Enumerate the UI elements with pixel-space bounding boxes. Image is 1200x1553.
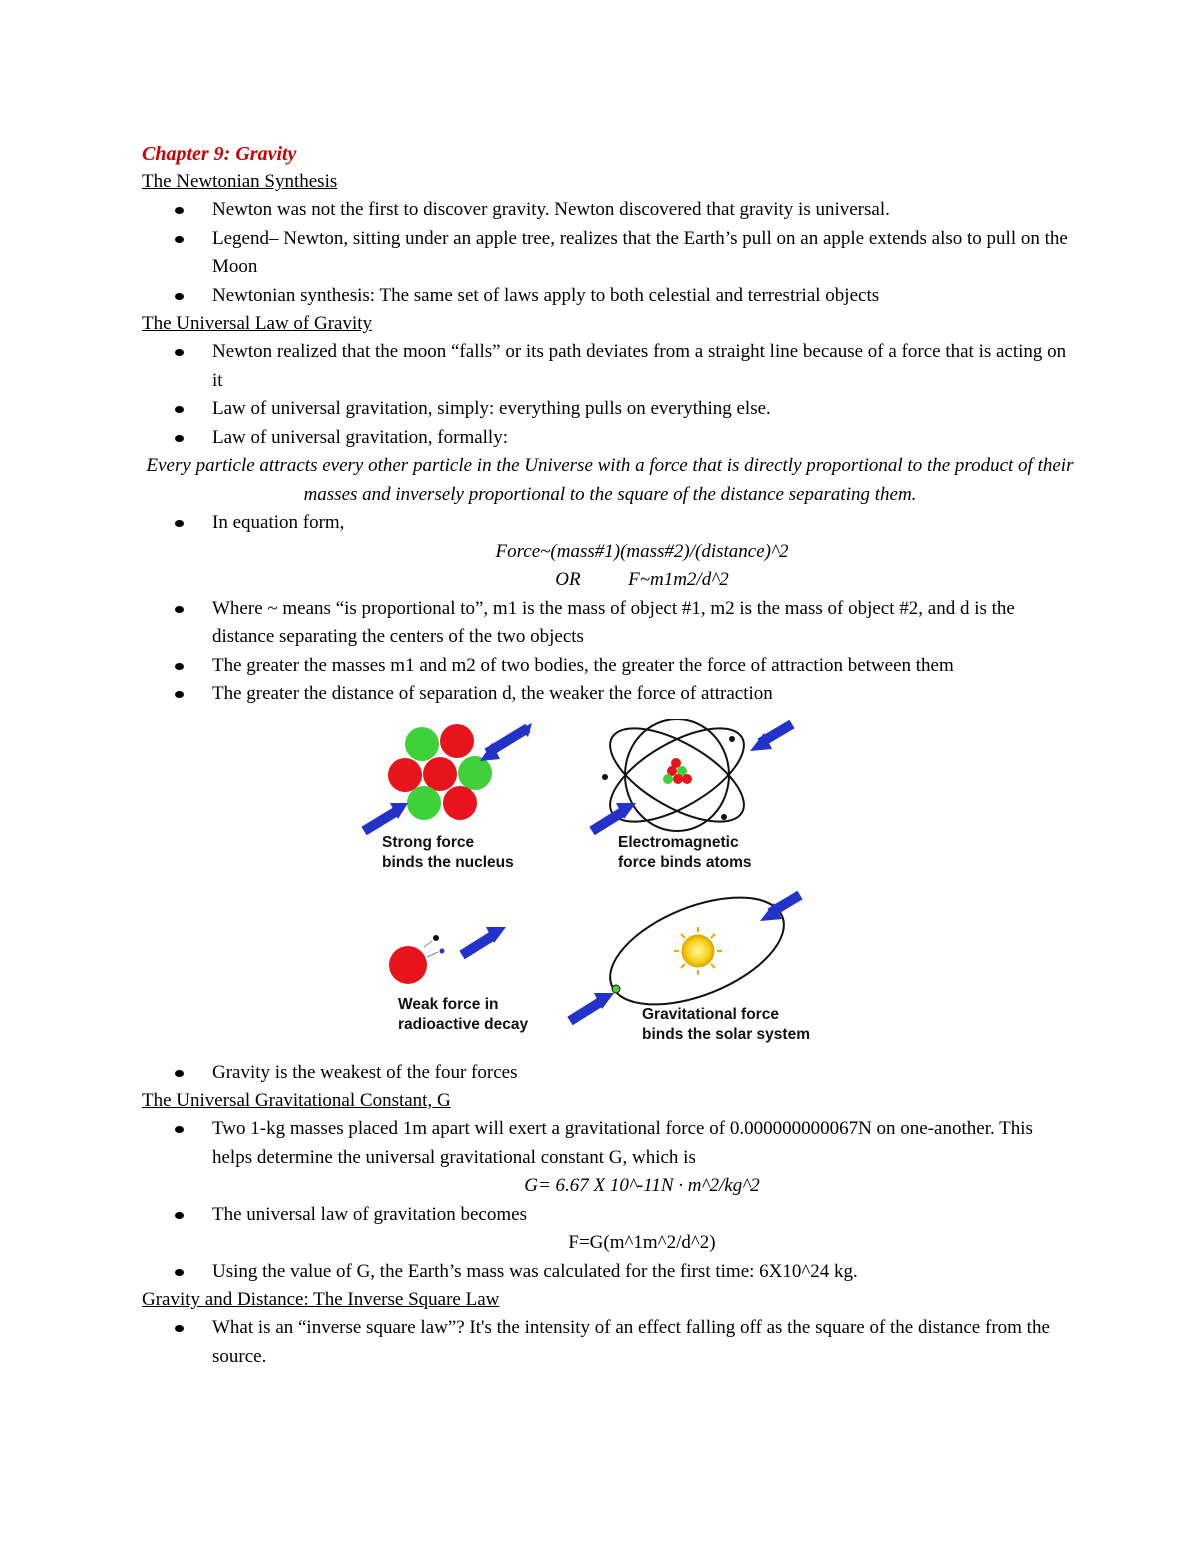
bullet-list bbox=[142, 1201, 1072, 1230]
bullet-icon bbox=[175, 236, 184, 243]
equation-alt: OR F~m1m2/d^2 bbox=[555, 569, 729, 590]
em-force-label-2: force binds atoms bbox=[618, 853, 752, 871]
planet-icon bbox=[612, 985, 620, 993]
section-heading-newtonian-synthesis: The Newtonian Synthesis bbox=[142, 171, 338, 192]
particle-icon bbox=[440, 948, 445, 953]
atom-nucleus-icon bbox=[663, 758, 692, 784]
grav-force-label-2: binds the solar system bbox=[642, 1025, 810, 1043]
equation-F: F=G(m^1m^2/d^2) bbox=[568, 1232, 716, 1253]
bullet-icon bbox=[175, 349, 184, 356]
list-item: Two 1-kg masses placed 1m apart will exert a gravitational force of 0.000000000067N on one-another. This helps determine the universal gravitational constant G, which is bbox=[142, 1115, 1072, 1172]
four-forces-figure bbox=[142, 709, 1072, 1059]
bullet-list bbox=[142, 1059, 1072, 1088]
arrow-icon bbox=[760, 895, 800, 921]
weak-force-label-1: Weak force in bbox=[398, 995, 499, 1013]
bullet-icon bbox=[175, 1325, 184, 1332]
decay-trail bbox=[424, 941, 432, 947]
bullet-icon bbox=[175, 691, 184, 698]
arrow-icon bbox=[364, 803, 408, 831]
list-item: In equation form, bbox=[142, 509, 1072, 538]
strong-force-label-1: Strong force bbox=[382, 833, 475, 851]
section-heading-gravitational-constant: The Universal Gravitational Constant, G bbox=[142, 1090, 451, 1111]
chapter-title: Chapter 9: Gravity bbox=[142, 143, 297, 165]
list-item: Gravity is the weakest of the four forces bbox=[142, 1059, 1072, 1088]
equation-force: Force~(mass#1)(mass#2)/(distance)^2 bbox=[495, 540, 789, 562]
bullet-list bbox=[142, 1115, 1072, 1172]
bullet-icon bbox=[175, 1212, 184, 1219]
list-item: Using the value of G, the Earth’s mass was calculated for the first time: 6X10^24 kg. bbox=[142, 1258, 1072, 1287]
weak-force-label-2: radioactive decay bbox=[398, 1015, 529, 1033]
strong-force-label-2: binds the nucleus bbox=[382, 853, 514, 871]
bullet-icon bbox=[175, 520, 184, 527]
arrow-icon bbox=[570, 993, 614, 1021]
list-item: What is an “inverse square law”? It's the intensity of an effect falling off as the square of the distance from the source. bbox=[142, 1314, 1072, 1371]
list-item: Law of universal gravitation, formally: bbox=[142, 424, 1072, 453]
document-content bbox=[142, 140, 1072, 1371]
section-heading-universal-law: The Universal Law of Gravity bbox=[142, 313, 373, 334]
section-heading-inverse-square-law: Gravity and Distance: The Inverse Square Law bbox=[142, 1289, 500, 1310]
bullet-list bbox=[142, 338, 1072, 452]
sun-icon bbox=[674, 927, 722, 975]
em-force-label-1: Electromagnetic bbox=[618, 833, 739, 851]
list-item: Newtonian synthesis: The same set of laws apply to both celestial and terrestrial objects bbox=[142, 282, 1072, 311]
arrow-icon bbox=[462, 927, 506, 955]
bullet-icon bbox=[175, 406, 184, 413]
electron-icon bbox=[602, 774, 608, 780]
four-forces-illustration bbox=[352, 719, 872, 1049]
list-item: Legend– Newton, sitting under an apple tree, realizes that the Earth’s pull on an apple extends also to pull on the Moon bbox=[142, 225, 1072, 282]
bullet-icon bbox=[175, 435, 184, 442]
bullet-icon bbox=[175, 1070, 184, 1077]
arrow-icon bbox=[750, 724, 792, 751]
arrow-icon bbox=[480, 723, 532, 761]
bullet-list bbox=[142, 1258, 1072, 1287]
law-statement-quote: Every particle attracts every other particle in the Universe with a force that is directly proportional to the product of their masses and inversely proportional to the square of the distance separating them. bbox=[146, 455, 1074, 505]
bullet-icon bbox=[175, 1126, 184, 1133]
electron-icon bbox=[729, 736, 735, 742]
list-item: Newton was not the first to discover gravity. Newton discovered that gravity is universal. bbox=[142, 196, 1072, 225]
bullet-list bbox=[142, 595, 1072, 709]
list-item: The greater the distance of separation d, the weaker the force of attraction bbox=[142, 680, 1072, 709]
list-item: The greater the masses m1 and m2 of two bodies, the greater the force of attraction between them bbox=[142, 652, 1072, 681]
decaying-nucleus-icon bbox=[389, 946, 427, 984]
grav-force-label-1: Gravitational force bbox=[642, 1005, 779, 1023]
list-item: The universal law of gravitation becomes bbox=[142, 1201, 1072, 1230]
electron-icon bbox=[721, 814, 727, 820]
bullet-icon bbox=[175, 293, 184, 300]
list-item: Where ~ means “is proportional to”, m1 is the mass of object #1, m2 is the mass of object #2, and d is the distance separating the centers of the two objects bbox=[142, 595, 1072, 652]
equation-G: G= 6.67 X 10^-11N · m^2/kg^2 bbox=[524, 1175, 760, 1196]
bullet-list bbox=[142, 509, 1072, 538]
bullet-icon bbox=[175, 1269, 184, 1276]
bullet-list bbox=[142, 196, 1072, 310]
arrow-icon bbox=[592, 803, 636, 831]
bullet-icon bbox=[175, 606, 184, 613]
bullet-list bbox=[142, 1314, 1072, 1371]
list-item: Newton realized that the moon “falls” or its path deviates from a straight line because of a force that is acting on it bbox=[142, 338, 1072, 395]
list-item: Law of universal gravitation, simply: everything pulls on everything else. bbox=[142, 395, 1072, 424]
bullet-icon bbox=[175, 663, 184, 670]
decay-trail bbox=[427, 952, 438, 957]
bullet-icon bbox=[175, 207, 184, 214]
particle-icon bbox=[433, 935, 439, 941]
